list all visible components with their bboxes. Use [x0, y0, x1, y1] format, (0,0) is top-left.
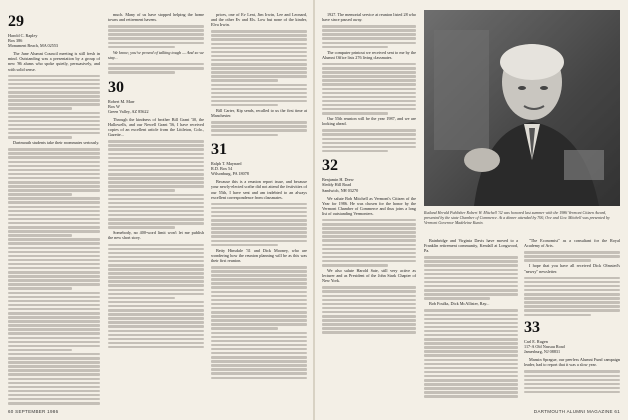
paragraph: Bob Foulks, Dick McAllister, Ray...	[429, 301, 490, 307]
paragraph: We salute Bob Mitchell as Vermont's Citizen of the Year for 1986. He was chosen for the honor by the Vermont Chamber of Commerce and thus joins a long list of outstanding Vermonters.	[322, 195, 416, 216]
paragraph: Mansin Sprague, our peerless Alumni Fund campaign leader, had to report that it was a slow year.	[524, 357, 620, 368]
paragraph: Bainbridge and Virginia Davis have moved to a Franklin retirement community, Kendall at Longwood, Pa.	[424, 238, 518, 254]
portrait-figure	[424, 10, 620, 206]
page-folio-left: 60 SEPTEMBER 1986	[8, 409, 59, 414]
left-col-2	[108, 12, 204, 410]
class-secretary-address: Carl E. Rugen 117-A Old Nassau Road Jamesburg, NJ 08831	[524, 339, 565, 355]
class-number-30: 30	[108, 78, 124, 96]
paragraph: prices, one of Ev Lent, Jim Irwin, Lee and Leonard, and the other Ev and Els. Low but none of the kinder, Elva Irwin.	[211, 12, 307, 28]
photo-caption: Rutland Herald Publisher Robert W. Mitchell '32 was honored last summer with the 1986 Vermont Citizen Award, presented by the state Chamber of Commerce. At a dinner attended by 700, Ove and Gov. Mitchell was presented by Vermont Governor Madeleine Kunin.	[424, 210, 610, 225]
right-col-3	[524, 238, 620, 410]
class-number-31: 31	[211, 141, 227, 159]
paragraph: 1927. The memorial service at reunion listed 28 who have since passed away.	[322, 12, 416, 23]
paragraph: Dartmouth students take their roommates seriously.	[13, 140, 100, 146]
class-secretary-address: Benjamin H. Drew Sleddy Hill Road Sandwich, NH 03270	[322, 177, 359, 193]
paragraph: Through the kindness of brother Bill Grant '30, the Hallowells, and our Newell Grant '56, I have received copies of an excellent article from the Littleton, Colo., Gazette...	[108, 116, 204, 138]
paragraph: Our 55th reunion will be the year 1987, and we are looking ahead.	[322, 116, 416, 127]
class-secretary-address: Ralph T. Maynard R.D. Box 54 Wilsonburg, PA 18078	[211, 161, 249, 177]
verse-quote: We know; you've proved of talking tough — And so we stay...	[108, 49, 204, 60]
class-secretary-address: Harold C. Rapley Box 386 Monument Beach, MA 02553	[8, 33, 59, 49]
class-number-33: 33	[524, 319, 540, 336]
paragraph: Betty Hinsdale '31 and Dick Mooney, who are wondering how the reunion planning will be as this was their first reunion.	[211, 247, 307, 263]
paragraph: Bill Carter, Kip sends, recalled to us the first time at Manchester.	[211, 108, 307, 119]
page-gutter	[313, 0, 315, 420]
left-col-3	[211, 12, 307, 410]
paragraph: We also salute Harold Sate, still very active as lecturer and as President of the John Stark Chapter of New York.	[322, 268, 416, 284]
left-col-1	[8, 12, 100, 410]
paragraph: I hope that you have all received Dick Olmsted's "newsy" newsletter.	[524, 263, 620, 274]
paragraph: "The Economist" as a consultant for the Royal Academy of Arts.	[524, 238, 620, 249]
paragraph: much. Many of us have stopped helping the home towns and retirement havens.	[108, 12, 204, 23]
paragraph: The computer printout we received sent to me by the Alumni Office lists 276 living classmates.	[322, 49, 416, 60]
portrait-photo	[424, 10, 620, 206]
class-number-32: 32	[322, 157, 338, 175]
paragraph: The June Alumni Council meeting is still fresh in mind. Outstanding was a presentation by a group of new '86 alums who spoke quietly, persuasively, and with solid sense.	[8, 51, 100, 72]
paragraph: Somebody, no 400-word limit won't let me publish the new short story.	[108, 230, 204, 241]
right-col-1	[322, 12, 416, 410]
paragraph: Because this is a reunion report issue, and because your newly-elected scribe did not attend the festivities of our 55th, I have sent and am indebted to an always excellent correspondence from classmates.	[211, 179, 307, 200]
class-number-29: 29	[8, 13, 24, 30]
class-secretary-address: Robert M. Marr Box W Green Valley, AZ 85622	[108, 98, 149, 114]
page-folio-right: DARTMOUTH ALUMNI MAGAZINE 61	[533, 409, 620, 414]
right-col-2	[424, 238, 518, 410]
